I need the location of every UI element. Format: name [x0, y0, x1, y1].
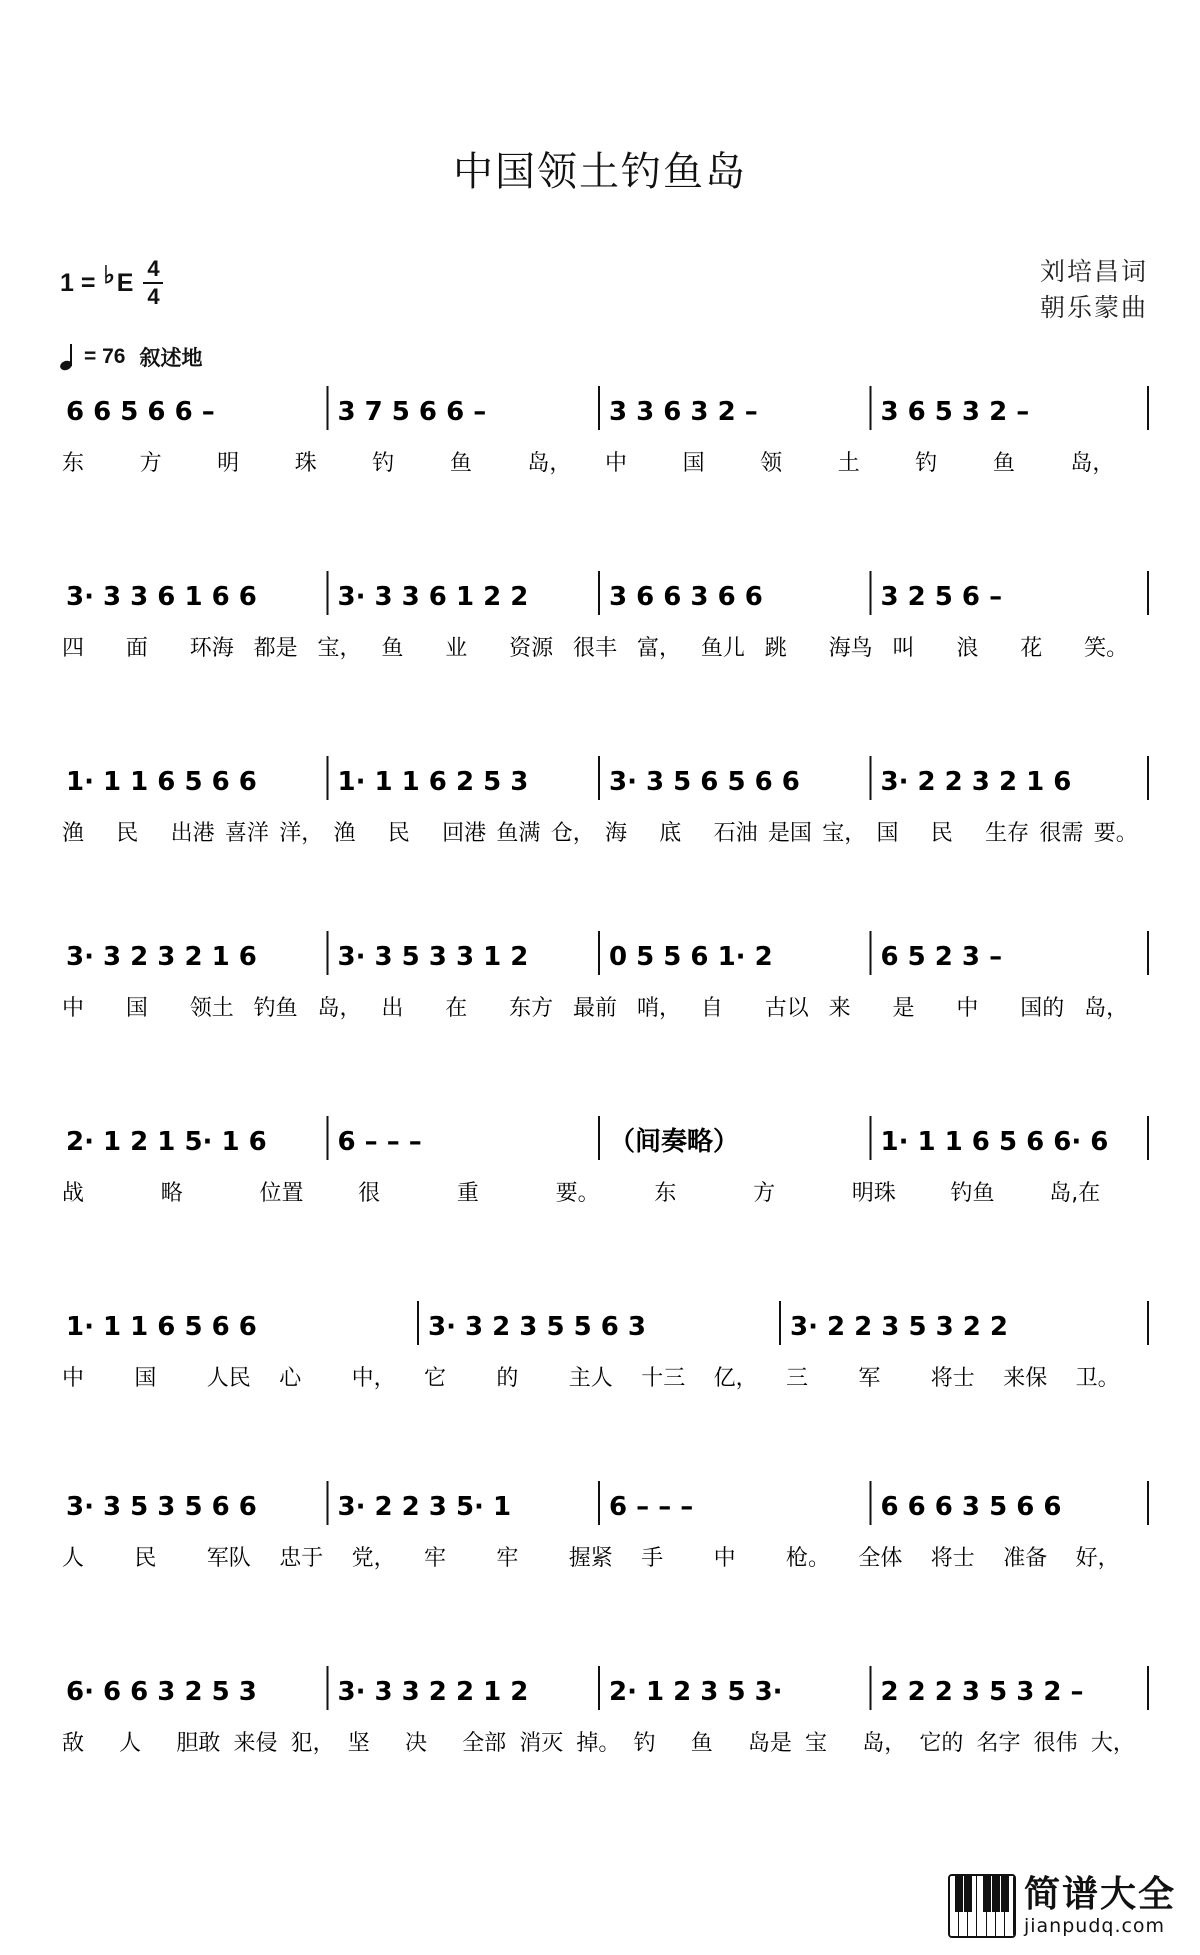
- watermark-url: jianpudq.com: [1023, 1915, 1166, 1937]
- measure-notes: 3 2 5 6 –: [880, 582, 1003, 612]
- lyric-word: 决: [404, 1731, 427, 1756]
- lyric-word: 洋，: [279, 821, 324, 846]
- lyric-word: 国的: [1020, 996, 1065, 1021]
- lyric-word: 人: [62, 1546, 85, 1571]
- lyric-word: 国: [876, 821, 899, 846]
- tempo-value: = 76: [84, 345, 126, 368]
- lyric-word: 是国: [767, 821, 812, 846]
- lyric-word: 业: [445, 636, 468, 661]
- lyric-word: 环海: [189, 636, 234, 661]
- measure-notes: 1· 1 1 6 5 6 6: [66, 767, 257, 797]
- lyric-word: 的: [496, 1366, 519, 1391]
- key-tonic: E: [116, 268, 134, 297]
- measure-notes: 3· 3 3 2 2 1 2: [337, 1677, 529, 1707]
- song-title: 中国领土钓鱼岛: [453, 149, 747, 195]
- measure-notes: 0 5 5 6 1· 2: [609, 942, 773, 972]
- lyric-word: 鱼满: [496, 821, 541, 846]
- lyric-word: 鱼: [992, 451, 1015, 476]
- lyric-word: 略: [160, 1181, 183, 1206]
- lyric-word: 战: [62, 1181, 85, 1206]
- lyric-word: 宝，: [317, 636, 362, 661]
- lyric-word: 名字: [976, 1731, 1021, 1756]
- tempo-mood: 叙述地: [139, 346, 203, 370]
- lyric-word: 钓: [372, 451, 395, 476]
- lyric-word: 人: [119, 1731, 142, 1756]
- lyric-word: 中: [713, 1546, 736, 1571]
- lyric-word: 古以: [764, 996, 809, 1021]
- lyric-word: 明: [217, 451, 240, 476]
- measure-notes: 1· 1 1 6 2 5 3: [337, 767, 529, 797]
- lyric-word: 底: [659, 821, 682, 846]
- lyric-word: 岛,在: [1049, 1181, 1101, 1206]
- lyric-word: 钓: [633, 1731, 656, 1756]
- lyric-word: 笑。: [1084, 636, 1129, 661]
- lyric-word: 宝，: [822, 821, 867, 846]
- lyric-word: 出: [381, 996, 404, 1021]
- measure-notes: 3· 2 2 3 5· 1: [337, 1492, 512, 1522]
- lyric-word: 主人: [568, 1366, 613, 1391]
- measure-notes: 6 6 6 3 5 6 6: [880, 1492, 1062, 1522]
- lyric-word: 很丰: [573, 636, 618, 661]
- lyric-word: 来保: [1003, 1366, 1048, 1391]
- lyric-word: 东: [62, 451, 85, 476]
- lyric-word: 来侵: [233, 1731, 278, 1756]
- lyric-word: 人民: [206, 1366, 251, 1391]
- lyric-word: 全体: [858, 1546, 903, 1571]
- lyric-word: 位置: [259, 1181, 304, 1206]
- lyric-word: 岛，: [317, 996, 362, 1021]
- lyric-word: 在: [445, 996, 468, 1021]
- lyric-word: 喜洋: [224, 821, 269, 846]
- lyric-word: 渔: [62, 821, 85, 846]
- lyric-word: 握紧: [568, 1546, 613, 1571]
- lyric-word: 最前: [573, 996, 618, 1021]
- lyric-word: 亿，: [713, 1366, 758, 1391]
- measure-notes: 6 6 5 6 6 –: [66, 397, 215, 427]
- measure-notes: 6· 6 6 3 2 5 3: [66, 1677, 257, 1707]
- lyric-word: 坚: [347, 1731, 370, 1756]
- lyric-word: 枪。: [786, 1546, 831, 1571]
- measure-notes: 6 5 2 3 –: [880, 942, 1003, 972]
- lyric-word: 岛，: [1084, 996, 1129, 1021]
- lyric-word: 岛，: [862, 1731, 907, 1756]
- lyric-word: 出港: [170, 821, 215, 846]
- lyric-word: 牢: [424, 1546, 447, 1571]
- lyric-word: 岛是: [747, 1731, 792, 1756]
- lyric-word: 鱼: [381, 636, 404, 661]
- watermark: [948, 1874, 1176, 1938]
- lyric-word: 岛，: [527, 451, 572, 476]
- lyric-word: 中: [62, 1366, 85, 1391]
- lyric-word: 很伟: [1033, 1731, 1078, 1756]
- lyric-word: 领: [760, 451, 783, 476]
- lyric-word: 军队: [206, 1546, 251, 1571]
- lyric-word: 民: [387, 821, 410, 846]
- lyric-word: 中: [956, 996, 979, 1021]
- lyric-word: 叫: [892, 636, 915, 661]
- lyric-word: 大，: [1090, 1731, 1135, 1756]
- lyric-word: 渔: [333, 821, 356, 846]
- flat-sign: ♭: [103, 261, 115, 289]
- measure-notes: （间奏略）: [609, 1127, 740, 1157]
- lyric-word: 明珠: [851, 1181, 896, 1206]
- lyric-word: 四: [62, 636, 85, 661]
- lyric-word: 牢: [496, 1546, 519, 1571]
- watermark-name: 简谱大全: [1023, 1874, 1176, 1915]
- lyric-word: 将士: [930, 1546, 975, 1571]
- lyric-word: 哨，: [636, 996, 681, 1021]
- measure-notes: 3· 3 3 6 1 2 2: [337, 582, 529, 612]
- lyric-word: 钓: [915, 451, 938, 476]
- lyric-word: 资源: [509, 636, 554, 661]
- lyric-word: 鱼: [449, 451, 472, 476]
- lyric-word: 方: [753, 1181, 776, 1206]
- lyric-word: 心: [279, 1366, 302, 1391]
- lyric-word: 岛，: [1070, 451, 1115, 476]
- lyric-word: 东方: [509, 996, 554, 1021]
- lyric-word: 准备: [1003, 1546, 1048, 1571]
- lyric-word: 十三: [641, 1366, 686, 1391]
- time-bottom: 4: [147, 284, 160, 309]
- lyric-word: 是: [892, 996, 915, 1021]
- lyric-word: 都是: [253, 636, 298, 661]
- lyric-word: 重: [456, 1181, 479, 1206]
- lyric-word: 消灭: [519, 1731, 564, 1756]
- lyric-word: 浪: [956, 636, 979, 661]
- lyric-word: 领土: [189, 996, 234, 1021]
- lyric-word: 掉。: [576, 1731, 621, 1756]
- lyric-word: 全部: [462, 1731, 507, 1756]
- lyric-word: 来: [828, 996, 851, 1021]
- lyric-word: 手: [641, 1546, 664, 1571]
- measure-notes: 3· 3 2 3 5 5 6 3: [428, 1312, 646, 1342]
- lyric-word: 中: [62, 996, 85, 1021]
- lyricist: 刘培昌词: [1039, 257, 1148, 286]
- piano-logo-icon: [948, 1874, 1016, 1938]
- key-prefix: 1 =: [60, 268, 96, 297]
- lyric-word: 土: [837, 451, 860, 476]
- lyric-word: 将士: [930, 1366, 975, 1391]
- measure-notes: 2· 1 2 3 5 3·: [609, 1677, 783, 1707]
- composer: 朝乐蒙曲: [1039, 293, 1148, 322]
- time-top: 4: [147, 256, 160, 281]
- measure-notes: 3· 3 5 3 3 1 2: [337, 942, 529, 972]
- lyric-word: 要。: [1093, 821, 1138, 846]
- lyric-word: 富，: [636, 636, 681, 661]
- measure-notes: 3· 3 2 3 2 1 6: [66, 942, 257, 972]
- measure-notes: 3 7 5 6 6 –: [337, 397, 487, 427]
- lyric-word: 方: [139, 451, 162, 476]
- measure-notes: 1· 1 1 6 5 6 6· 6: [880, 1127, 1109, 1157]
- lyric-word: 钓鱼: [950, 1181, 995, 1206]
- lyric-word: 军: [858, 1366, 881, 1391]
- lyric-word: 海: [605, 821, 628, 846]
- measure-notes: 3· 2 2 3 5 3 2 2: [790, 1312, 1008, 1342]
- measure-notes: 3 6 5 3 2 –: [880, 397, 1030, 427]
- lyric-word: 面: [125, 636, 148, 661]
- measure-notes: 2· 1 2 1 5· 1 6: [66, 1127, 267, 1157]
- lyric-word: 自: [700, 996, 723, 1021]
- lyric-word: 民: [116, 821, 139, 846]
- lyric-word: 珠: [294, 451, 317, 476]
- lyric-word: 很: [358, 1181, 381, 1206]
- lyric-word: 回港: [442, 821, 487, 846]
- measure-notes: 3· 3 5 6 5 6 6: [609, 767, 800, 797]
- lyric-word: 它: [424, 1366, 447, 1391]
- lyric-word: 仓，: [550, 821, 595, 846]
- lyric-word: 生存: [985, 821, 1030, 846]
- measure-notes: 3 6 6 3 6 6: [609, 582, 763, 612]
- lyric-word: 卫。: [1075, 1366, 1120, 1391]
- lyric-word: 国: [125, 996, 148, 1021]
- lyric-word: 敌: [62, 1731, 85, 1756]
- lyric-word: 宝: [805, 1731, 828, 1756]
- lyric-word: 国: [682, 451, 705, 476]
- lyric-word: 党，: [351, 1546, 396, 1571]
- lyric-word: 鱼儿: [700, 636, 745, 661]
- lyric-word: 胆敢: [176, 1731, 221, 1756]
- measure-notes: 1· 1 1 6 5 6 6: [66, 1312, 257, 1342]
- lyric-word: 石油: [713, 821, 758, 846]
- measure-notes: 3 3 6 3 2 –: [609, 397, 758, 427]
- measure-notes: 3· 3 3 6 1 6 6: [66, 582, 257, 612]
- lyric-word: 很需: [1039, 821, 1084, 846]
- lyric-word: 要。: [555, 1181, 600, 1206]
- lyric-word: 钓鱼: [253, 996, 298, 1021]
- lyric-word: 忠于: [279, 1546, 324, 1571]
- lyric-word: 中，: [351, 1366, 396, 1391]
- lyric-word: 民: [930, 821, 953, 846]
- measure-notes: 2 2 2 3 5 3 2 –: [880, 1677, 1084, 1707]
- measure-notes: 3· 3 5 3 5 6 6: [66, 1492, 257, 1522]
- lyric-word: 花: [1020, 636, 1043, 661]
- measure-notes: 6 – – –: [337, 1127, 422, 1157]
- lyric-word: 中: [605, 451, 628, 476]
- lyric-word: 民: [134, 1546, 157, 1571]
- lyric-word: 国: [134, 1366, 157, 1391]
- lyric-word: 好，: [1075, 1546, 1120, 1571]
- lyric-word: 犯，: [290, 1731, 335, 1756]
- lyric-word: 东: [654, 1181, 677, 1206]
- lyric-word: 它的: [919, 1731, 964, 1756]
- lyric-word: 三: [786, 1366, 809, 1391]
- measure-notes: 3· 2 2 3 2 1 6: [880, 767, 1072, 797]
- lyric-word: 跳: [764, 636, 787, 661]
- lyric-word: 鱼: [690, 1731, 713, 1756]
- measure-notes: 6 – – –: [609, 1492, 694, 1522]
- lyric-word: 海鸟: [828, 636, 873, 661]
